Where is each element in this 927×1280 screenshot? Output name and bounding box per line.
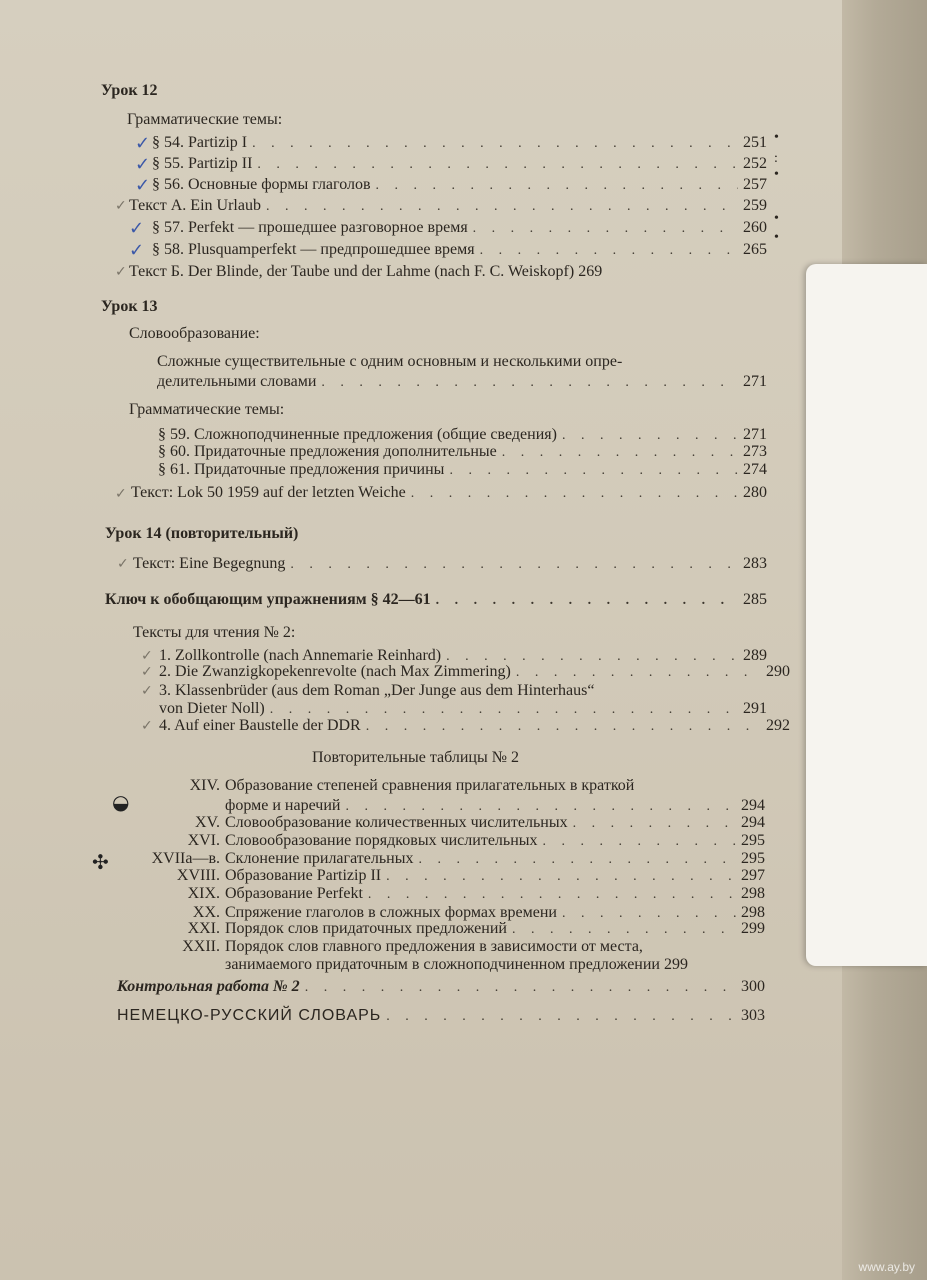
toc-entry[interactable]: § 56. Основные формы глаголов . . . 257 bbox=[152, 175, 767, 196]
toc-entry[interactable]: Спряжение глаголов в сложных формах времени . . . 298 bbox=[225, 903, 765, 924]
toc-entry-line: Порядок слов главного предложения в зависимости от места, bbox=[225, 938, 643, 955]
toc-entry[interactable]: § 54. Partizip I . . . 251 bbox=[152, 133, 767, 154]
wordformation-text-line1: Сложные существительные с одним основным и несколькими опре- bbox=[157, 353, 623, 370]
checkmark-icon: ✓ bbox=[129, 240, 145, 261]
toc-entry[interactable]: Текст: Lok 50 1959 auf der letzten Weiche . . . 280 bbox=[131, 483, 767, 504]
toc-entry[interactable]: делительными словами . . . 271 bbox=[157, 372, 767, 393]
lesson-14-heading: Урок 14 (повторительный) bbox=[105, 525, 299, 542]
toc-entry[interactable]: занимаемого придаточным в сложноподчиненном предложении 299 bbox=[225, 956, 688, 973]
checkmark-icon: ✓ bbox=[141, 718, 153, 734]
toc-entry[interactable]: § 60. Придаточные предложения дополнительные . . . 273 bbox=[158, 442, 767, 463]
toc-entry-dictionary[interactable]: НЕМЕЦКО-РУССКИЙ СЛОВАРЬ . . . 303 bbox=[117, 1006, 765, 1027]
toc-entry-line: Образование степеней сравнения прилагательных в краткой bbox=[225, 777, 635, 794]
toc-entry[interactable]: Склонение прилагательных . . . 295 bbox=[225, 849, 765, 870]
toc-entry[interactable]: Образование Partizip II . . . 297 bbox=[225, 866, 765, 887]
lesson-12-grammar-label: Грамматические темы: bbox=[127, 111, 283, 128]
toc-entry[interactable]: § 61. Придаточные предложения причины . . . 274 bbox=[158, 460, 767, 481]
watermark: www.ay.by bbox=[858, 1260, 915, 1274]
toc-entry[interactable]: Текст Б. Der Blinde, der Taube und der Lahme (nach F. C. Weiskopf) 269 bbox=[129, 263, 603, 280]
toc-entry[interactable]: 1. Zollkontrolle (nach Annemarie Reinhard) . . . 289 bbox=[159, 646, 767, 667]
toc-entry[interactable]: von Dieter Noll) . . . 291 bbox=[159, 699, 767, 720]
toc-entry[interactable]: Текст: Eine Begegnung . . . 283 bbox=[133, 554, 767, 575]
checkmark-icon: ✓ bbox=[117, 556, 129, 572]
toc-entry[interactable]: § 59. Сложноподчиненные предложения (общие сведения) . . . 271 bbox=[158, 425, 767, 446]
toc-entry[interactable]: Словообразование порядковых числительных . . . 295 bbox=[225, 831, 765, 852]
lesson-12-heading: Урок 12 bbox=[101, 82, 158, 99]
checkmark-icon: ✓ bbox=[115, 486, 127, 502]
toc-entry[interactable]: § 58. Plusquamperfekt — предпрошедшее время . . . 265 bbox=[152, 240, 767, 261]
toc-entry-key[interactable]: Ключ к обобщающим упражнениям § 42—61 . . . 285 bbox=[105, 590, 767, 611]
lesson-13-wordformation-label: Словообразование: bbox=[129, 325, 260, 342]
toc-entry[interactable]: 4. Auf einer Baustelle der DDR . . . 292 bbox=[159, 716, 790, 737]
toc-entry-line: 3. Klassenbrüder (aus dem Roman „Der Junge aus dem Hinterhaus“ bbox=[159, 682, 595, 699]
checkmark-icon: ✓ bbox=[141, 664, 153, 680]
lesson-13-grammar-label: Грамматические темы: bbox=[129, 401, 285, 418]
reading-texts-label: Тексты для чтения № 2: bbox=[133, 624, 296, 641]
toc-entry[interactable]: Порядок слов придаточных предложений . . . 299 bbox=[225, 919, 765, 940]
ink-blot-icon: ◒ bbox=[112, 790, 130, 814]
checkmark-icon: ✓ bbox=[115, 264, 127, 280]
toc-entry[interactable]: Словообразование количественных числительных . . . 294 bbox=[225, 813, 765, 834]
toc-entry[interactable]: 2. Die Zwanzigkopekenrevolte (nach Max Zimmering) . . . 290 bbox=[159, 662, 790, 683]
checkmark-icon: ✓ bbox=[141, 648, 153, 664]
toc-entry[interactable]: форме и наречий . . . 294 bbox=[225, 796, 765, 817]
checkmark-icon: ✓ bbox=[135, 133, 151, 154]
toc-entry[interactable]: § 57. Perfekt — прошедшее разговорное время . . . 260 bbox=[152, 218, 767, 239]
tables-title: Повторительные таблицы № 2 bbox=[312, 749, 519, 766]
checkmark-icon: ✓ bbox=[135, 154, 151, 175]
toc-entry[interactable]: Образование Perfekt . . . 298 bbox=[225, 884, 765, 905]
toc-entry[interactable]: Текст А. Ein Urlaub . . . 259 bbox=[129, 196, 767, 217]
checkmark-icon: ✓ bbox=[141, 683, 153, 699]
lesson-13-heading: Урок 13 bbox=[101, 298, 158, 315]
checkmark-icon: ✓ bbox=[135, 175, 151, 196]
table-of-contents: Урок 12 Грамматические темы: ✓ § 54. Partizip I . . . 251 • ✓ § 55. Partizip II . . . 252 : ✓ § 56. Основные формы глаголов . . . 257 • ✓ Текст А. Ein Urlaub . . . 259 ✓ § 57. Perfekt — прошедшее разговорное время . . . 260 • ✓ § 58. Plusquamperfekt — предпрошедшее время . . . 265 • ✓ Текст Б. Der Blinde, der Taube und der Lahme (nach F. C. Weiskopf) 269 Урок 13 Словообразование: Сложные существительные с одним основным и несколькими опре- делительными словами . . . 271 Грамматические темы: § 59. Сложноподчиненные предложения (общие сведения) . . . 271 § 60. Придаточные предложения дополнительные . . . 273 § 61. Придаточные предложения причины . . . 274 ✓ Текст: Lok 50 1959 auf der letzten Weiche . . . 280 Урок 14 (повторительный) ✓ Текст: Eine Begegnung . . . 283 Ключ к обобщающим упражнениям § 42—61 . . . 285 Тексты для чтения № 2: ✓ 1. Zollkontrolle (nach Annemarie Reinhard) . . . 289 ✓ 2. Die Zwanzigkopekenrevolte (nach Max Zimmering) . . . 290 ✓ 3. Klassenbrüder (aus dem Roman „Der Junge aus dem Hinterhaus“ von Dieter Noll) . . . 291 ✓ 4. Auf einer Baustelle der DDR . . . 292 Повторительные таблицы № 2 ◒ XIV. Образование степеней сравнения прилагательных в краткой форме и наречий . . . 294 XV. Словообразование количественных числительных . . . 294 XVI. Словообразование порядковых числительных . . . 295 ✣ XVIIa—в. Склонение прилагательных . . . 295 XVIII. Образование Partizip II . . . 297 XIX. Образование Perfekt . . . 298 XX. Спряжение глаголов в сложных формах времени . . . 298 XXI. Порядок слов придаточных предложений . . . 299 XXII. Порядок слов главного предложения в зависимости от места, занимаемого придаточным в сложноподчиненном предложении 299 Контрольная работа № 2 . . . 300 НЕМЕЦКО-РУССКИЙ СЛОВАРЬ . . . 303 bbox=[0, 0, 842, 1280]
ink-blot-icon: ✣ bbox=[92, 850, 109, 874]
toc-entry-control[interactable]: Контрольная работа № 2 . . . 300 bbox=[117, 977, 765, 998]
checkmark-icon: ✓ bbox=[129, 218, 145, 239]
toc-entry[interactable]: § 55. Partizip II . . . 252 bbox=[152, 154, 767, 175]
checkmark-icon: ✓ bbox=[115, 198, 127, 214]
